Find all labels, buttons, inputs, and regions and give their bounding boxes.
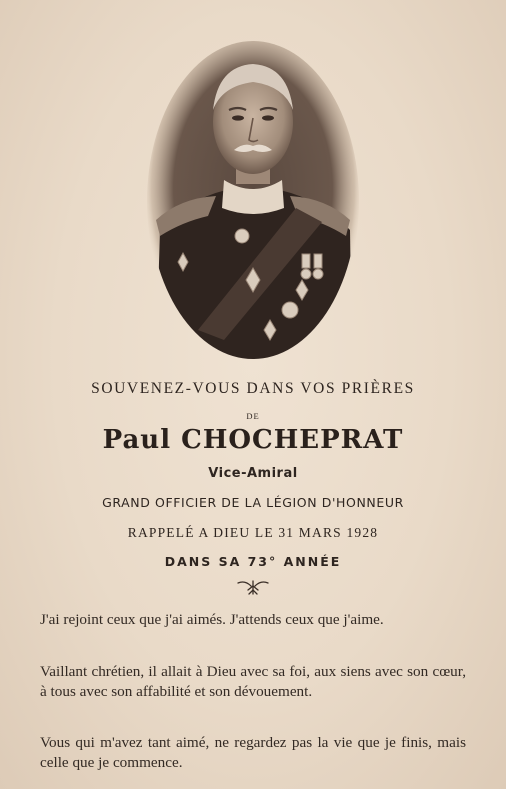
paragraph-1: J'ai rejoint ceux que j'ai aimés. J'attends ceux que j'aime.: [40, 611, 384, 628]
death-date: RAPPELÉ A DIEU LE 31 MARS 1928: [127, 525, 379, 540]
fleuron-ornament-icon: [236, 578, 270, 596]
de-label: DE: [246, 411, 260, 421]
portrait-photo: [146, 40, 360, 362]
rank-title: Vice-Amiral: [208, 466, 298, 481]
age-line: DANS SA 73° ANNÉE: [164, 554, 342, 569]
paragraph-2: Vaillant chrétien, il allait à Dieu avec sa foi, aux siens avec son cœur, à tous avec son affabilité et son dévouement.: [40, 663, 466, 700]
prayer-heading: SOUVENEZ-VOUS DANS VOS PRIÈRES: [91, 380, 415, 397]
paragraph-3: Vous qui m'avez tant aimé, ne regardez pas la vie que je finis, mais celle que je commence.: [40, 734, 466, 771]
honor-title: GRAND OFFICIER DE LA LÉGION D'HONNEUR: [102, 495, 404, 510]
deceased-name: Paul CHOCHEPRAT: [102, 425, 404, 455]
